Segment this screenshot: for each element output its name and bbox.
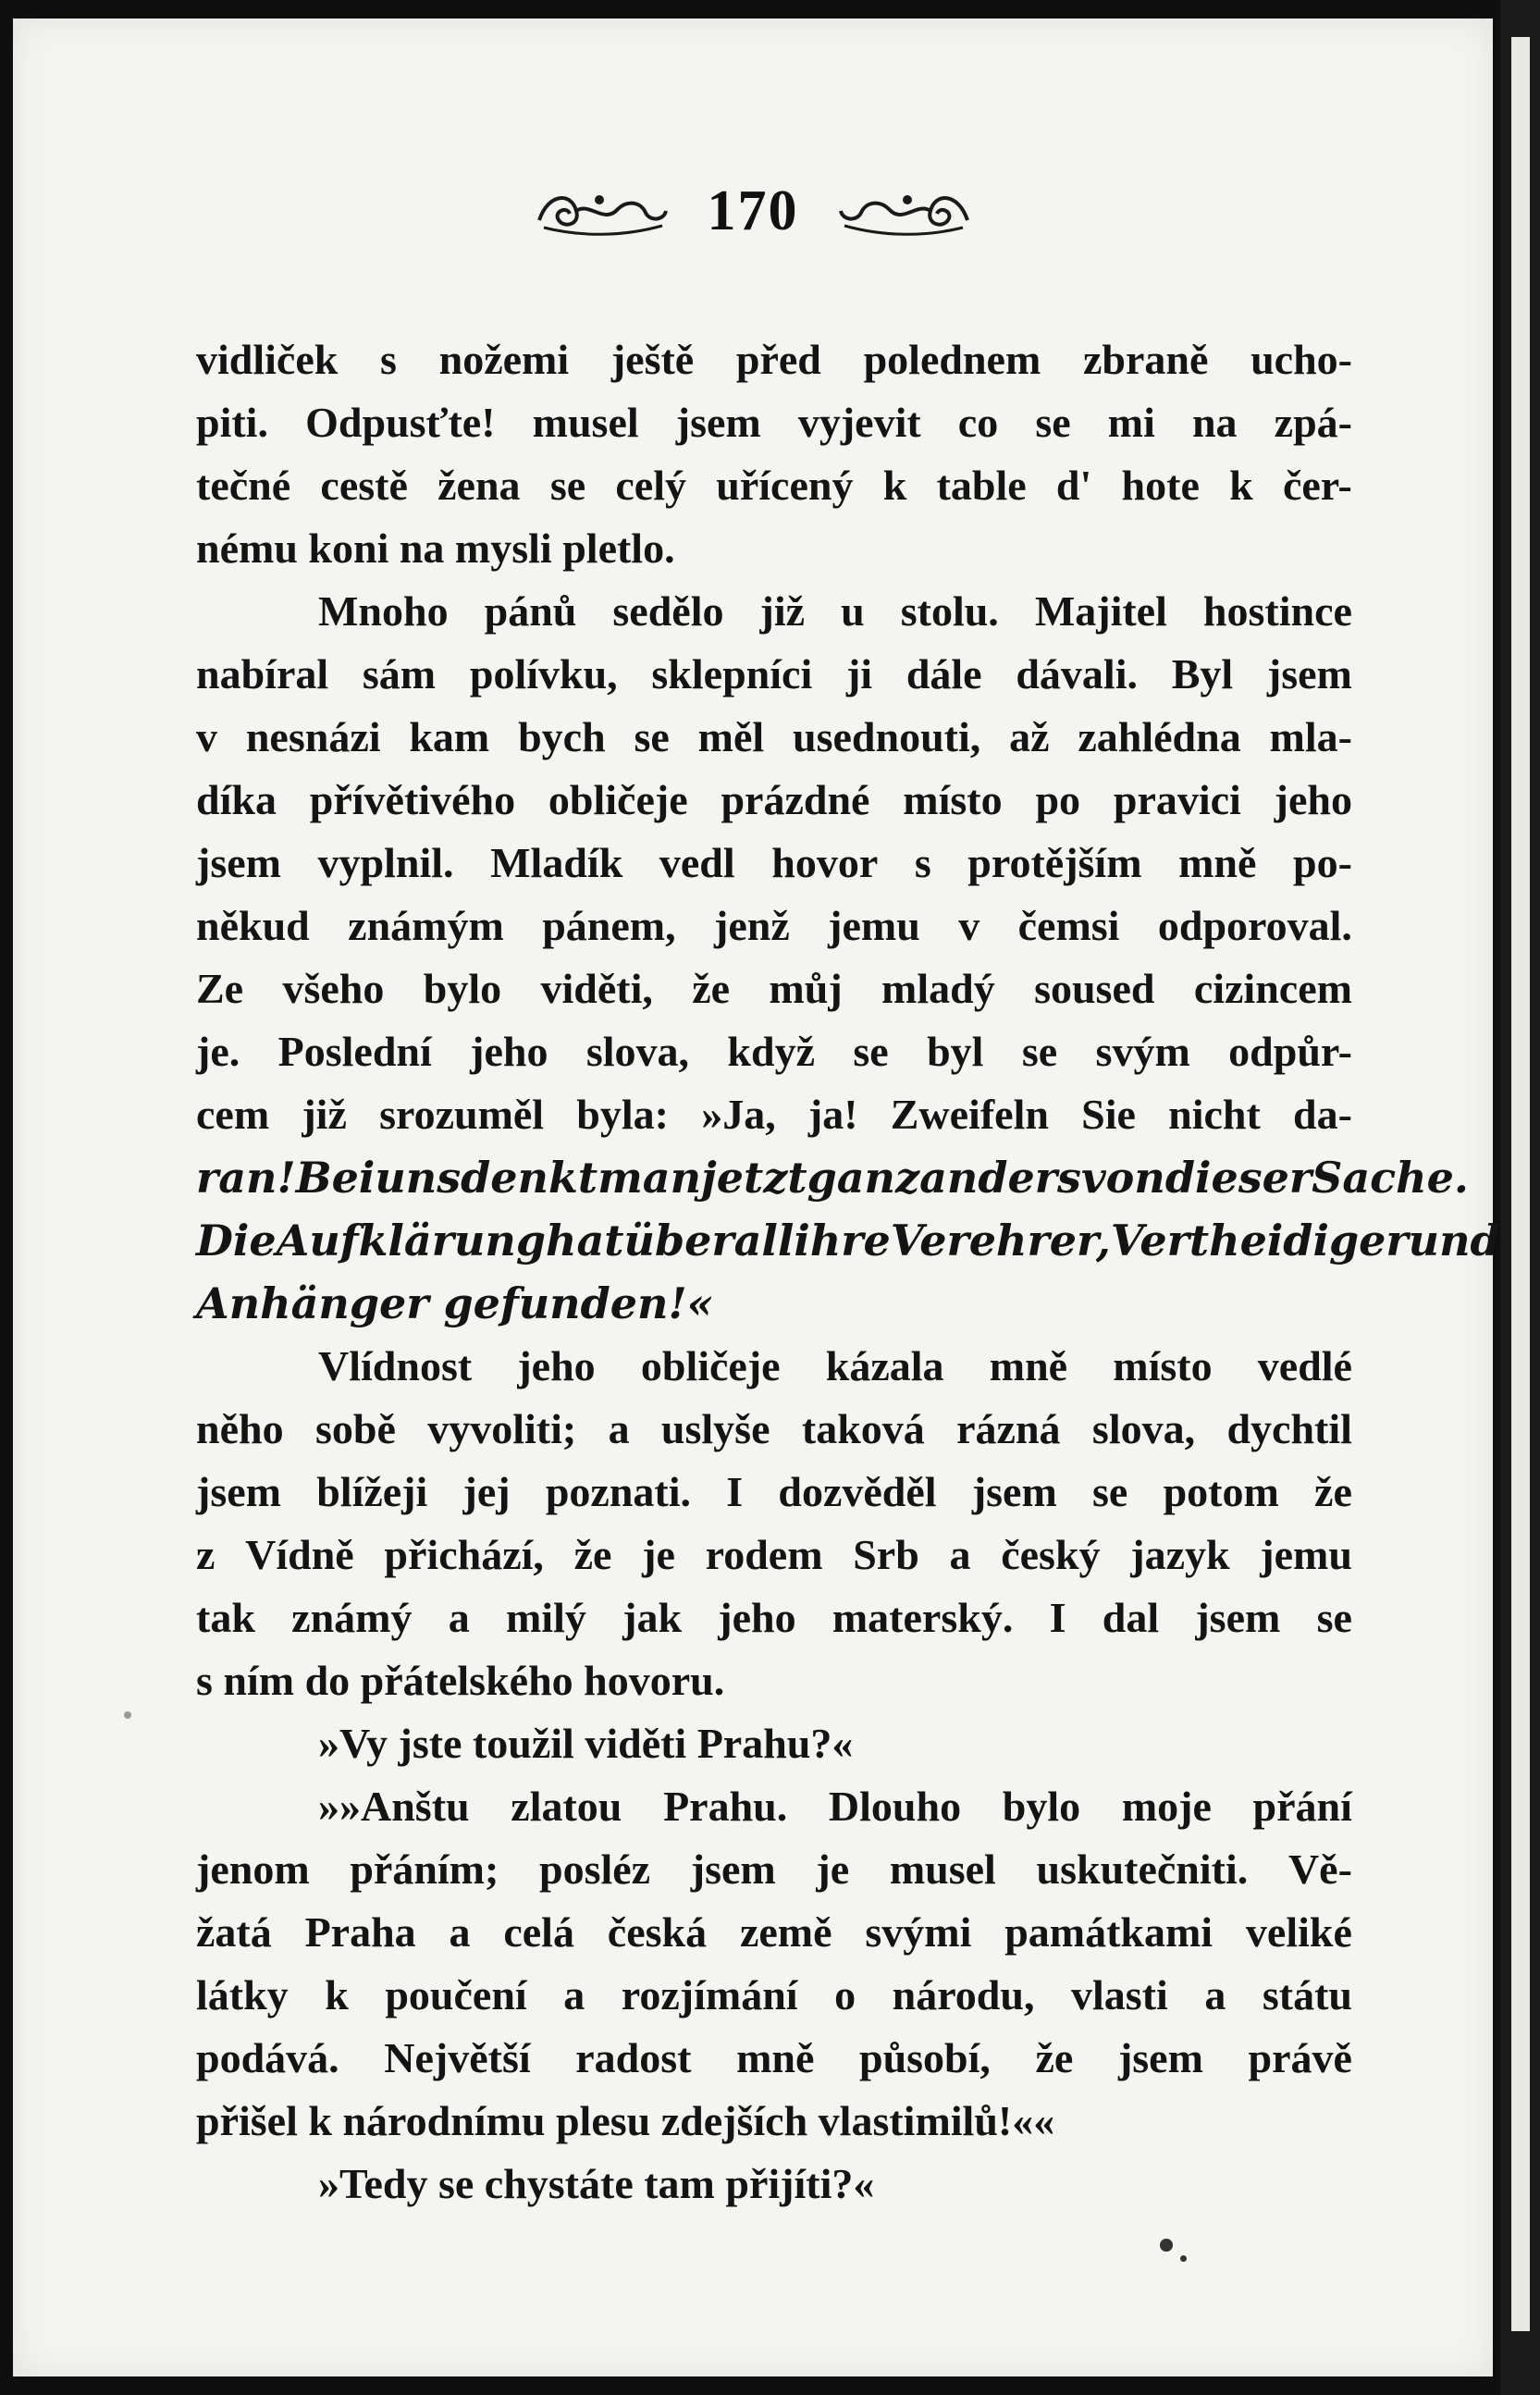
text-line: »Vy jste toužil viděti Prahu?« (318, 1720, 854, 1767)
page-header (13, 174, 1493, 248)
text-line-blackletter: Die Aufklärung hat überall ihre Verehrer, Vertheidiger und (196, 1216, 1500, 1265)
text-line: látky k poučení a rozjímání o národu, vlasti a státu (196, 1971, 1352, 2018)
text-line: tečné cestě žena se celý uřícený k table d' hote k čer- (196, 462, 1352, 509)
text-line: Ze všeho bylo viděti, že můj mladý soused cizincem (196, 965, 1352, 1012)
text-line: něho sobě vyvoliti; a uslyše taková rázná slova, dychtil (196, 1405, 1352, 1452)
text-line: žatá Praha a celá česká země svými památkami veliké (196, 1908, 1352, 1956)
text-line: vidliček s nožemi ještě před polednem zbraně ucho- (196, 336, 1352, 383)
right-ornament-icon (838, 183, 972, 239)
text-line: z Vídně přichází, že je rodem Srb a český jazyk jemu (196, 1531, 1352, 1578)
text-line: přišel k národnímu plesu zdejších vlastimilů!«« (196, 2097, 1055, 2144)
text-line: piti. Odpusťte! musel jsem vyjevit co se mi na zpá- (196, 399, 1352, 446)
text-line: jsem vyplnil. Mladík vedl hovor s protějším mně po- (196, 839, 1352, 886)
ink-speck (1180, 2255, 1187, 2262)
body-text (196, 328, 1500, 2216)
book-page (13, 19, 1500, 2376)
text-line: jenom přáním; posléz jsem je musel uskutečniti. Vě- (196, 1846, 1352, 1893)
text-line: někud známým pánem, jenž jemu v čemsi odporoval. (196, 902, 1352, 949)
text-line: podává. Největší radost mně působí, že jsem právě (196, 2034, 1352, 2081)
text-line: s ním do přátelského hovoru. (196, 1657, 725, 1704)
text-line: Mnoho pánů sedělo již u stolu. Majitel hostince (318, 587, 1352, 635)
text-line: Vlídnost jeho obličeje kázala mně místo vedlé (318, 1342, 1352, 1389)
text-line: cem již srozuměl byla: »Ja, ja! Zweifeln Sie nicht da- (196, 1091, 1352, 1138)
text-line: jsem blížeji jej poznati. I dozvěděl jsem se potom že (196, 1468, 1352, 1515)
ink-speck (1160, 2239, 1173, 2252)
text-line: nému koni na mysli pletlo. (196, 525, 675, 572)
text-line: »»Anštu zlatou Prahu. Dlouho bylo moje přání (318, 1783, 1352, 1830)
text-line: díka přívětivého obličeje prázdné místo po pravici jeho (196, 776, 1352, 823)
text-line: nabíral sám polívku, sklepníci ji dále dávali. Byl jsem (196, 650, 1352, 698)
text-line: tak známý a milý jak jeho materský. I dal jsem se (196, 1594, 1352, 1641)
page-number: 170 (707, 179, 799, 242)
text-line: »Tedy se chystáte tam přijíti?« (318, 2160, 875, 2207)
text-line-blackletter: ran! Bei uns denkt man jetzt ganz anders von dieser Sache. (196, 1153, 1469, 1203)
text-line: je. Poslední jeho slova, když se byl se svým odpůr- (196, 1028, 1352, 1075)
adjacent-page-sliver (1511, 37, 1530, 2331)
ink-speck (124, 1711, 131, 1719)
text-line-blackletter: Anhänger gefunden!« (196, 1278, 714, 1328)
text-line: v nesnázi kam bych se měl usednouti, až zahlédna mla- (196, 713, 1352, 760)
adjacent-page-edge (1500, 0, 1540, 2395)
left-ornament-icon (535, 183, 669, 239)
